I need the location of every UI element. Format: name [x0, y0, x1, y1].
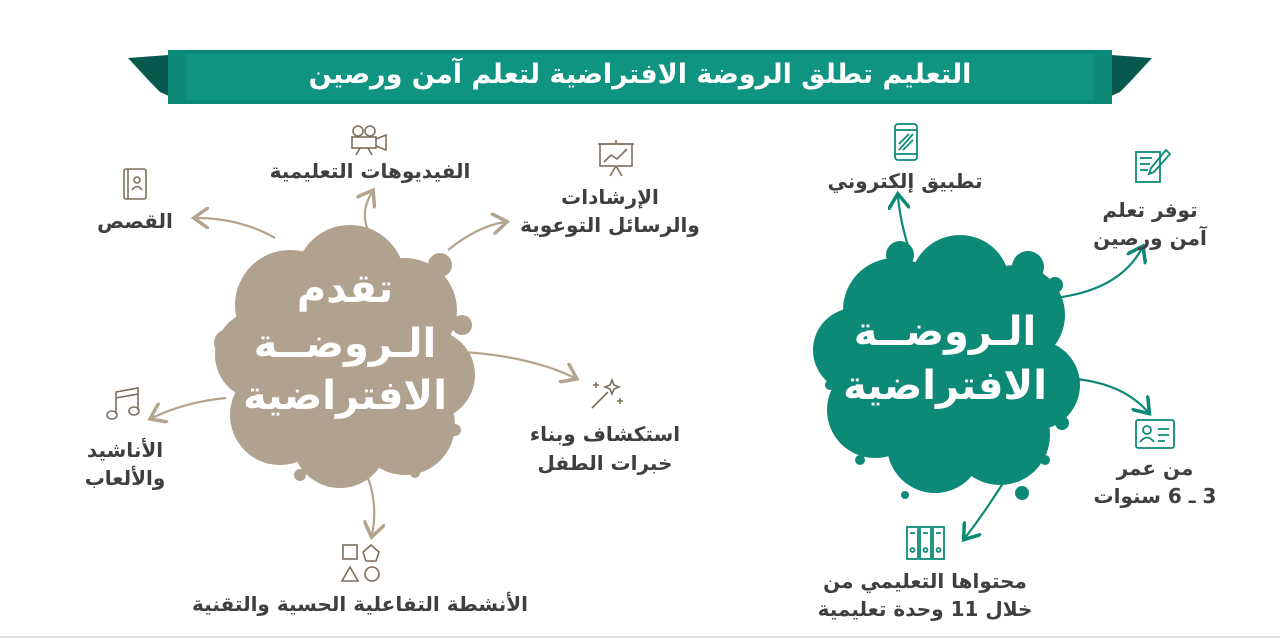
id-card-icon	[1134, 418, 1176, 450]
label-explore-2: خبرات الطفل	[537, 451, 673, 475]
banner-title: التعليم تطلق الروضة الافتراضية لتعلم آمن ورصين	[308, 59, 972, 90]
pencil-note-icon	[1132, 146, 1172, 186]
left-cloud-line3: الافتراضية	[243, 373, 447, 419]
bottom-divider	[0, 636, 1280, 638]
label-guidance-2: والرسائل التوعوية	[520, 213, 700, 237]
label-age-2: 3 ـ 6 سنوات	[1093, 484, 1217, 508]
label-guidance-1: الإرشادات	[561, 185, 659, 209]
label-songs-2: والألعاب	[84, 466, 166, 490]
label-content-1: محتواها التعليمي من	[823, 569, 1027, 593]
label-age-1: من عمر	[1116, 456, 1194, 480]
presentation-icon	[596, 138, 636, 178]
camera-icon	[346, 124, 392, 156]
label-songs-1: الأناشيد	[86, 438, 164, 462]
left-cloud-line2: الـروضــة	[253, 321, 437, 367]
right-cloud-line2: الافتراضية	[843, 363, 1047, 409]
right-cloud-line1: الـروضــة	[853, 309, 1037, 355]
book-icon	[118, 166, 152, 202]
left-cloud-line1: تقدم	[296, 266, 394, 312]
label-app: تطبيق إلكتروني	[827, 169, 983, 193]
music-icon	[104, 386, 144, 424]
label-stories: القصص	[97, 209, 173, 233]
shapes-icon	[340, 542, 384, 586]
label-content-2: خلال 11 وحدة تعليمية	[817, 597, 1033, 621]
label-safe-1: توفر تعلم	[1102, 198, 1198, 222]
label-activities: الأنشطة التفاعلية الحسية والتقنية	[192, 592, 528, 616]
label-explore-1: استكشاف وبناء	[529, 422, 681, 446]
binders-icon	[904, 524, 948, 562]
phone-icon	[892, 122, 920, 162]
magic-wand-icon	[588, 376, 626, 412]
label-videos: الفيديوهات التعليمية	[269, 159, 471, 183]
label-safe-2: آمن ورصين	[1093, 226, 1207, 250]
